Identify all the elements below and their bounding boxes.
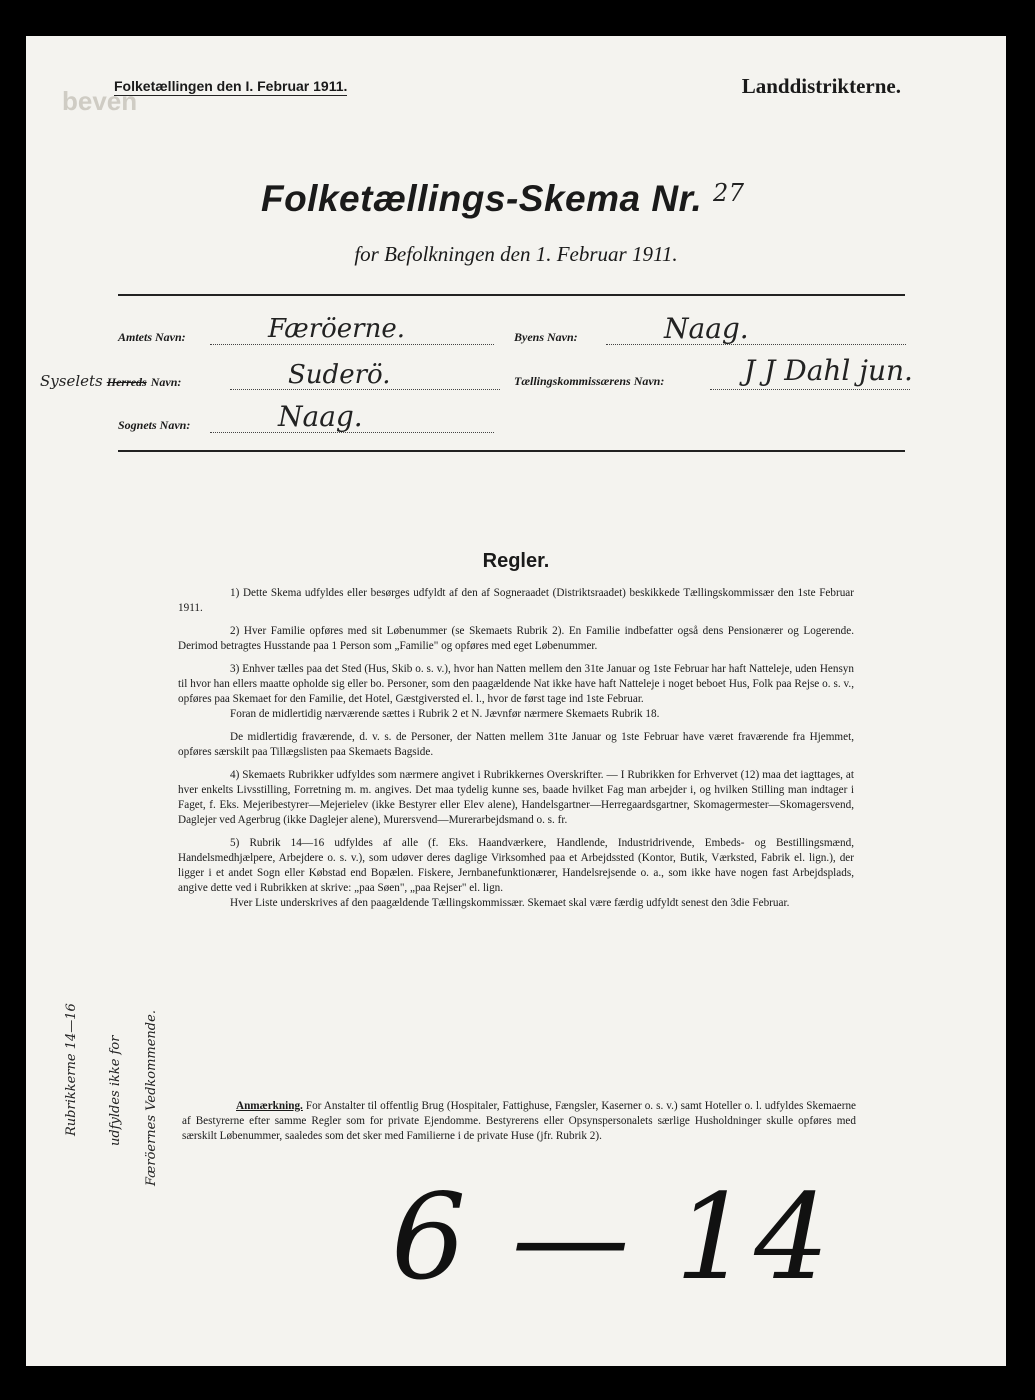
rule-paragraph: 3) Enhver tælles paa det Sted (Hus, Skib o. s. v.), hvor han Natten mellem den 31te Januar og 1ste Februar har haft Natteleje, uden Hensyn til hvor han ellers maatte opholde sig eller bo. Personer, som den paagældende Nat ikke have haft Natteleje i noget beboet Hus, Folk paa Rejse o. s. v., opføres paa Skemaet for den Familie, det Hotel, Gæstgiversted el. l., hvor de først tage ind 1ste Februar. bbox=[178, 663, 854, 705]
anmaerkning-note bbox=[182, 1099, 856, 1144]
by-value: Naag. bbox=[664, 312, 749, 345]
herred-field bbox=[40, 360, 500, 391]
rule-paragraph: Foran de midlertidig nærværende sættes i Rubrik 2 et N. Jævnfør nærmere Skemaets Rubrik 18. bbox=[230, 708, 660, 720]
form-number: 27 bbox=[713, 179, 745, 207]
rule-paragraph: 4) Skemaets Rubrikker udfyldes som nærmere angivet i Rubrikkernes Overskrifter. — I Rubrikken for Erhvervet (12) maa det iagttages, at hver enkelts Livsstilling, Forretning m. m. angives. Det maa tydelig kunne ses, baade hvilket Fag man arbejder i, og hvilken Stilling man indtager i Faget, f. Eks. Mejeribestyrer—Mejerielev (ikke Bestyrer eller Elev alene), Handelsgartner—Herregaardsgartner, Skomagermester—Skomagersvend, Daglejer ved Agerbrug (ikke Daglejer alene), Murersvend—Murerarbejdsmand o. s. fr. bbox=[178, 769, 854, 826]
margin-note-line-2: udfyldes ikke for bbox=[108, 1035, 123, 1146]
form-title-text: Folketællings-Skema Nr. bbox=[260, 178, 703, 219]
herred-label: Navn: bbox=[150, 375, 182, 389]
kommissaer-signature: J J Dahl jun. bbox=[744, 354, 913, 387]
kommissaer-label: Tællingskommissærens Navn: bbox=[514, 374, 665, 388]
herred-value: Suderö. bbox=[288, 360, 391, 390]
form-title bbox=[26, 178, 1006, 220]
amt-label: Amtets Navn: bbox=[118, 330, 186, 344]
amt-field bbox=[118, 314, 498, 346]
rule-paragraph: De midlertidig fraværende, d. v. s. de Personer, der Natten mellem 31te Januar og 1ste Februar have været fraværende fra Hjemmet, opføres særskilt paa Tillægslisten paa Skemaets Bagside. bbox=[178, 731, 854, 758]
amt-value: Færöerne. bbox=[268, 314, 406, 344]
bottom-divider bbox=[118, 450, 905, 452]
by-field bbox=[514, 312, 914, 346]
margin-note-line-1: Rubrikkerne 14—16 bbox=[64, 1003, 79, 1136]
sogn-value: Naag. bbox=[278, 400, 363, 433]
census-form-page bbox=[26, 36, 1006, 1366]
sogn-label: Sognets Navn: bbox=[118, 418, 191, 432]
census-header-left: Folketællingen den I. Februar 1911. bbox=[114, 78, 348, 94]
rule-paragraph: 2) Hver Familie opføres med sit Løbenummer (se Skemaets Rubrik 2). En Familie indbefatter også dens Pensionærer og Logerende. Derimod betragtes Husstande paa 1 Person som „Familie" og opføres med eget Løbenummer. bbox=[178, 625, 854, 652]
district-type-header: Landdistrikterne. bbox=[741, 74, 901, 98]
margin-note-line-3: Færöernes Vedkommende. bbox=[144, 1010, 159, 1186]
anmaerkning-text: For Anstalter til offentlig Brug (Hospitaler, Fattighuse, Fængsler, Kaserner o. s. v.) samt Hoteller o. l. udfyldes Skemaerne af Bestyrerne efter samme Regler som for private Ejendomme. Bestyrerens eller Opsynspersonalets særlige Husholdninger skulle opføres med særskilt Løbenummer, saaledes som det sker med Familierne i de private Huse (jfr. Rubrik 2). bbox=[182, 1100, 856, 1142]
by-label: Byens Navn: bbox=[514, 330, 578, 344]
form-subtitle: for Befolkningen den 1. Februar 1911. bbox=[354, 242, 678, 266]
rules-body bbox=[178, 586, 854, 919]
herred-prefix: Syselets bbox=[40, 372, 103, 390]
faded-stamp: beven bbox=[62, 86, 138, 116]
herred-struck-label: Herreds bbox=[106, 375, 147, 389]
kommissaer-field bbox=[514, 354, 924, 390]
rule-paragraph: 1) Dette Skema udfyldes eller besørges udfyldt af den af Sogneraadet (Distriktsraadet) beskikkede Tællingskommissær den 1ste Februar 1911. bbox=[178, 587, 854, 614]
rule-paragraph: 5) Rubrik 14—16 udfyldes af alle (f. Eks. Haandværkere, Handlende, Industridrivende, Embeds- og Bestillingsmænd, Handelsmedhjælpere, Arbejdere o. s. v.), som udøver deres daglige Virksomhed paa et Arbejdssted (Kontor, Butik, Værksted, Fabrik el. lign.), der ligger i et andet Sogn eller Købstad end Bopælen. Fiskere, Jernbanefunktionærer, Handelsrejsende o. a., som ikke have nogen fast Arbejdsplads, angive dette ved i Rubrikken at skrive: „paa Søen", „paa Rejser" el. lign. bbox=[178, 837, 854, 894]
handwritten-number: 6 — 14 bbox=[391, 1168, 834, 1306]
sogn-field bbox=[118, 400, 498, 434]
rules-heading: Regler. bbox=[482, 550, 550, 572]
top-divider bbox=[118, 294, 905, 296]
by-dots bbox=[606, 330, 906, 345]
rule-paragraph: Hver Liste underskrives af den paagældende Tællingskommissær. Skemaet skal være færdig udfyldt senest den 3die Februar. bbox=[230, 897, 790, 909]
anmaerkning-label: Anmærkning. bbox=[236, 1100, 303, 1112]
